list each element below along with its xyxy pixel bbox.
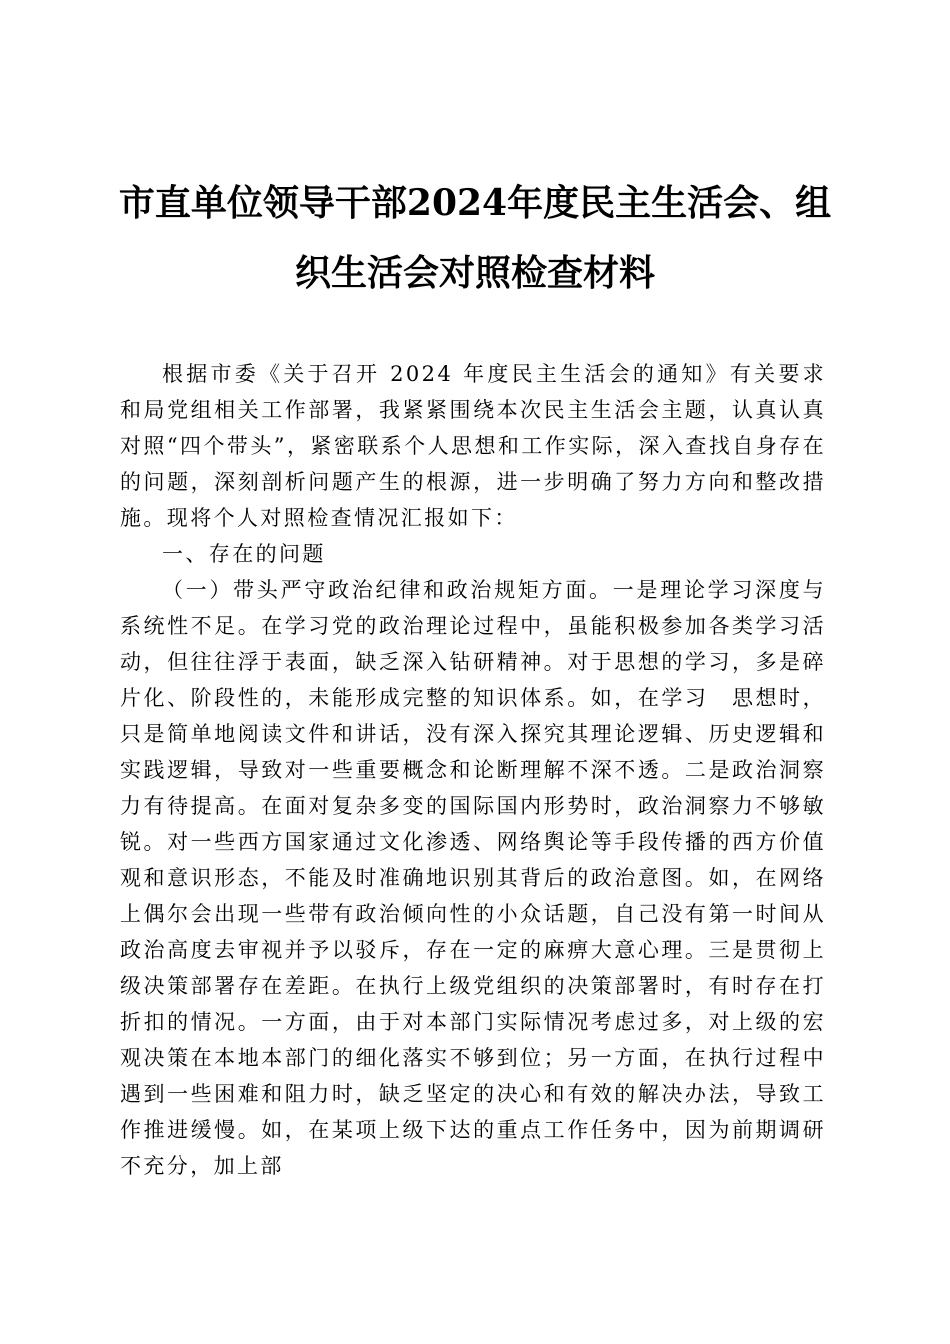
document-title xyxy=(110,168,840,308)
subsection-body: 一是理论学习深度与系统性不足。在学习党的政治理论过程中，虽能积极参加各类学习活动，但往往浮于表面，缺乏深入钻研精神。对于思想的学习，多是碎片化、阶段性的，未能形成完整的知识体系。如，在学习 思想时，只是简单地阅读文件和讲话，没有深入探究其理论逻辑、历史逻辑和实践逻辑，导致对一些重要概念和论断理解不深不透。二是政治洞察力有待提高。在面对复杂多变的国际国内形势时，政治洞察力不够敏锐。对一些西方国家通过文化渗透、网络舆论等手段传播的西方价值观和意识形态，不能及时准确地识别其背后的政治意图。如，在网络上偶尔会出现一些带有政治倾向性的小众话题，自己没有第一时间从政治高度去审视并予以驳斥，存在一定的麻痹大意心理。三是贯彻上级决策部署存在差距。在执行上级党组织的决策部署时，有时存在打折扣的情况。一方面，由于对本部门实际情况考虑过多，对上级的宏观决策在本地本部门的细化落实不够到位；另一方面，在执行过程中遇到一些困难和阻力时，缺乏坚定的决心和有效的解决办法，导致工作推进缓慢。如，在某项上级下达的重点工作任务中，因为前期调研不充分，加上部 xyxy=(120,578,826,1178)
title-line-1: 市直单位领导干部2024年度民主生活会、组 xyxy=(118,182,832,224)
intro-paragraph: 根据市委《关于召开 2024 年度民主生活会的通知》有关要求和局党组相关工作部署，我紧紧围绕本次民主生活会主题，认真认真对照“四个带头”，紧密联系个人思想和工作实际，深入查找自身存在的问题，深刻剖析问题产生的根源，进一步明确了努力方向和整改措施。现将个人对照检查情况汇报如下： xyxy=(120,362,826,530)
subsection-paragraph xyxy=(120,572,826,1184)
title-line-2: 织生活会对照检查材料 xyxy=(294,252,655,294)
section-heading: 一、存在的问题 xyxy=(162,542,326,566)
document-body xyxy=(120,356,826,1184)
subsection-heading: （一）带头严守政治纪律和政治规矩方面。 xyxy=(162,578,613,602)
